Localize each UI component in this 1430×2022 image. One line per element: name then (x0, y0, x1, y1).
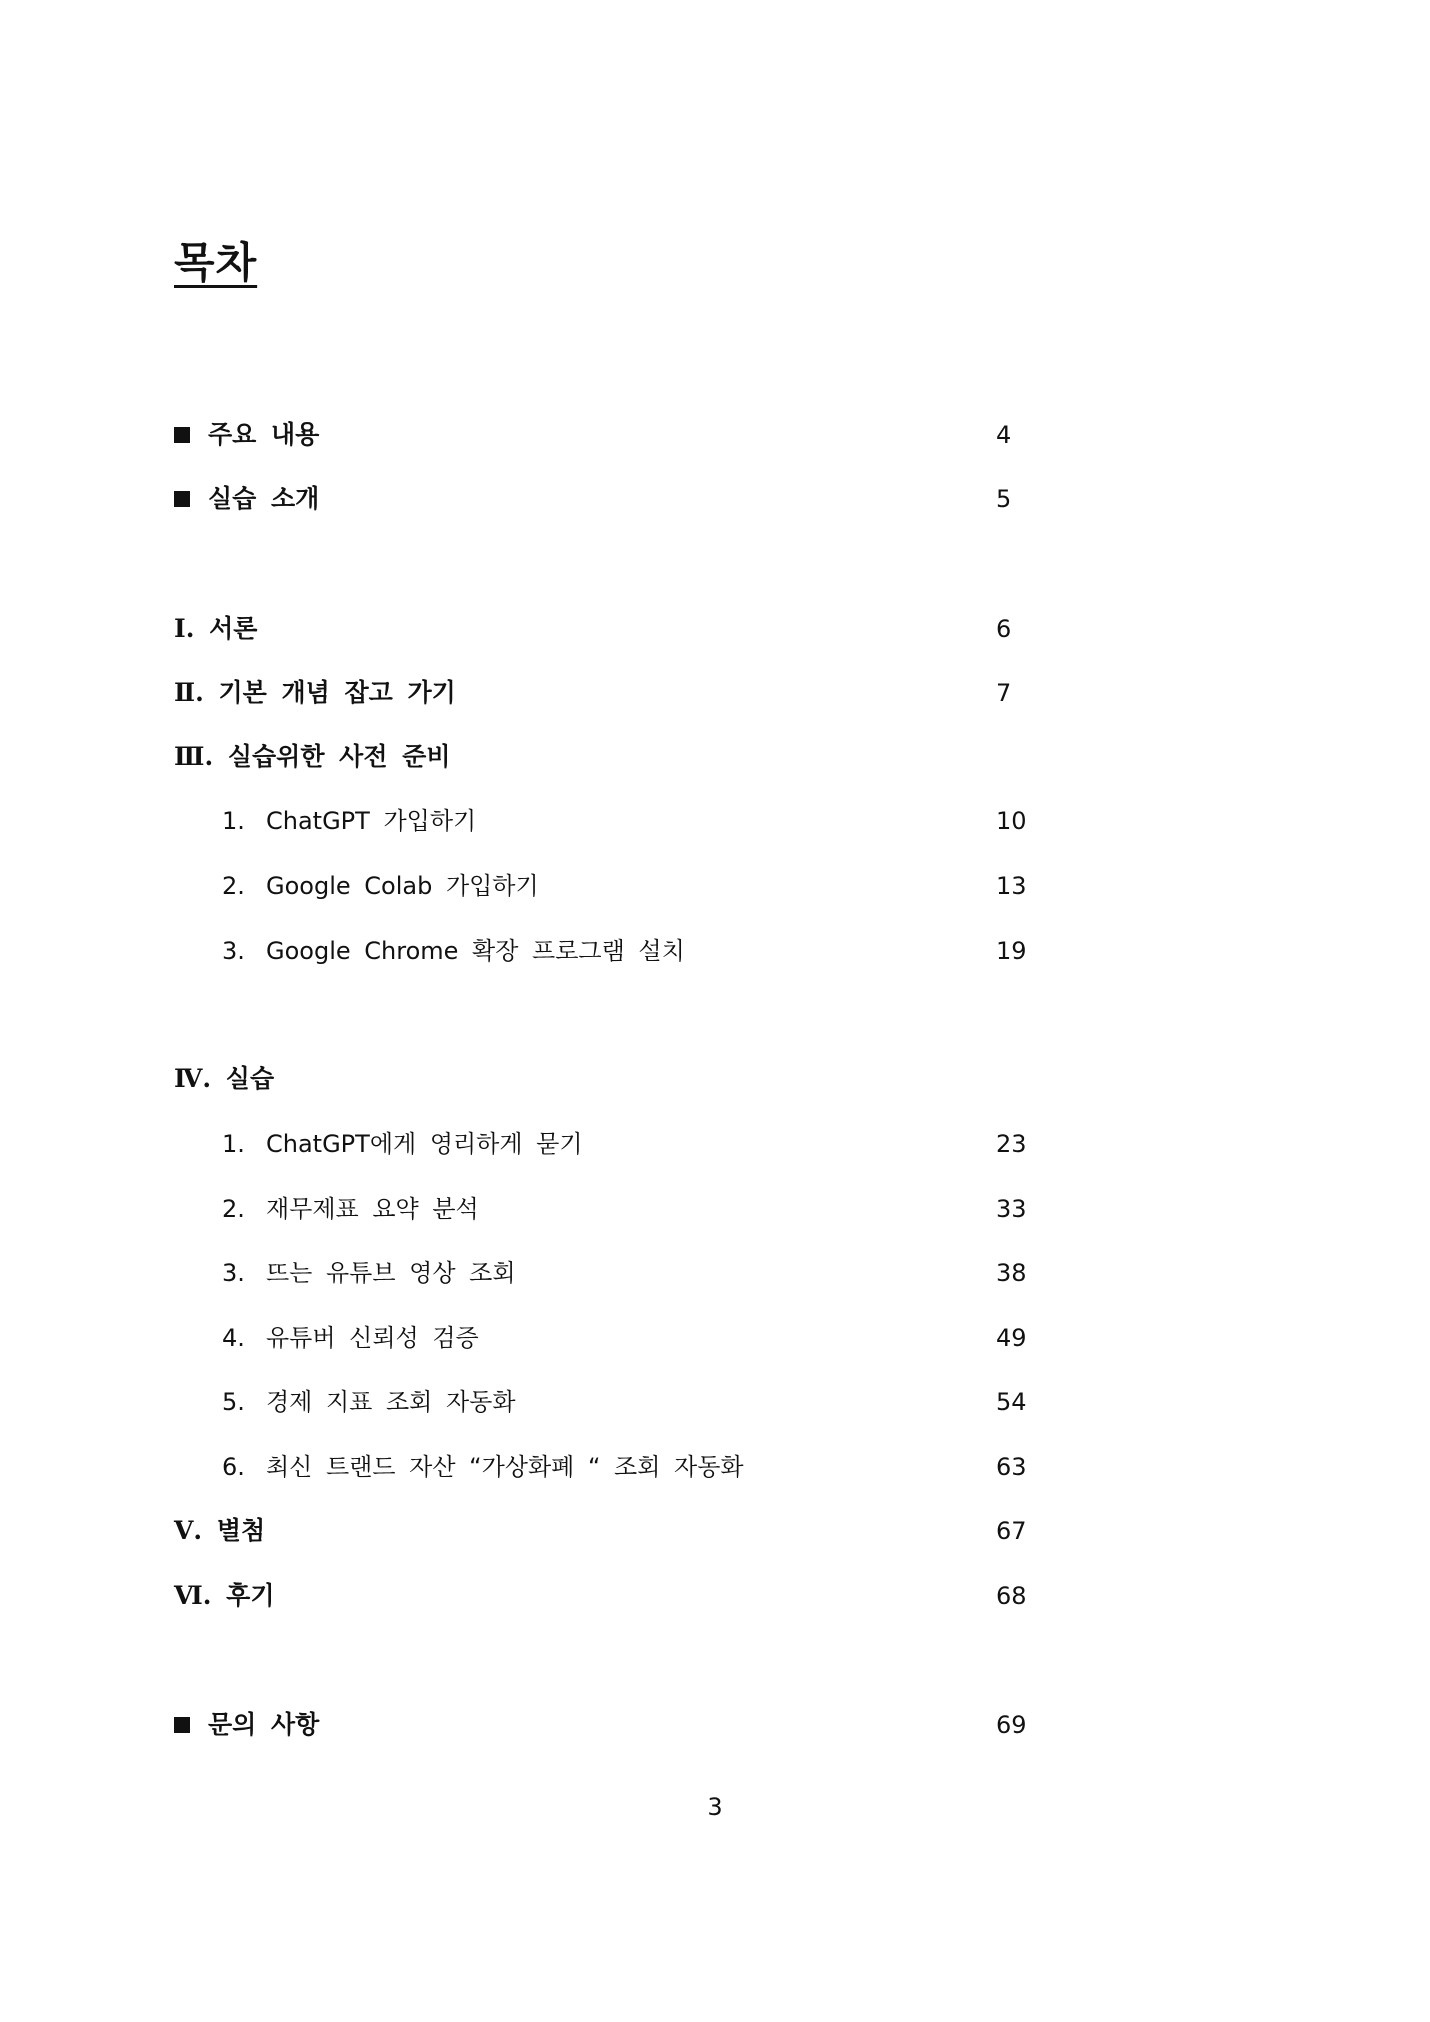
page-title: 목차 (174, 238, 258, 287)
toc-entry-title: ChatGPT 가입하기 (266, 807, 477, 835)
subentry-number: 1. (222, 807, 245, 835)
toc-entry-title: 재무제표 요약 분석 (266, 1195, 479, 1223)
toc-entry-title: ChatGPT에게 영리하게 묻기 (266, 1130, 583, 1158)
toc-entry-title: 기본 개념 잡고 가기 (218, 678, 456, 707)
toc-page-number: 33 (996, 1195, 1027, 1223)
toc-entry-title: 경제 지표 조회 자동화 (266, 1388, 516, 1416)
toc-entry-title: Google Chrome 확장 프로그램 설치 (266, 937, 685, 965)
toc-page-number: 13 (996, 872, 1027, 900)
toc-entry-title: 별첨 (216, 1516, 266, 1545)
toc-entry-title: 주요 내용 (208, 420, 320, 449)
toc-subentry-youtuber-reliability[interactable] (174, 1318, 1034, 1358)
toc-page-number: 4 (996, 421, 1012, 449)
subentry-number: 2. (222, 1195, 245, 1223)
toc-entry-practice-intro[interactable] (174, 479, 1034, 519)
toc-page-number: 67 (996, 1517, 1027, 1545)
toc-entry-title: 문의 사항 (208, 1710, 320, 1739)
subentry-number: 5. (222, 1388, 245, 1416)
toc-entry-section-3[interactable] (174, 737, 1034, 777)
toc-page-number: 54 (996, 1388, 1027, 1416)
subentry-number: 6. (222, 1453, 245, 1481)
toc-subentry-economic-indicators[interactable] (174, 1382, 1034, 1422)
toc-entry-title: 실습 (225, 1064, 275, 1093)
section-numeral: Ⅵ. (174, 1581, 212, 1610)
section-numeral: Ⅴ. (174, 1516, 203, 1545)
toc-entry-section-2[interactable] (174, 673, 1034, 713)
toc-page-number: 6 (996, 615, 1012, 643)
toc-entry-title: Google Colab 가입하기 (266, 872, 539, 900)
subentry-number: 2. (222, 872, 245, 900)
toc-page-number: 10 (996, 807, 1027, 835)
section-numeral: Ⅲ. (174, 742, 214, 771)
toc-entry-title: 유튜버 신뢰성 검증 (266, 1324, 479, 1352)
toc-subentry-financial-statements[interactable] (174, 1189, 1034, 1229)
toc-entry-section-1[interactable] (174, 609, 1034, 649)
toc-page-number: 19 (996, 937, 1027, 965)
toc-entry-title: 실습 소개 (208, 484, 320, 513)
toc-subentry-trending-youtube[interactable] (174, 1253, 1034, 1293)
toc-entry-title: 뜨는 유튜브 영상 조회 (266, 1259, 516, 1287)
bullet-square-icon (174, 427, 190, 443)
toc-page-number: 5 (996, 485, 1012, 513)
toc-page-number: 63 (996, 1453, 1027, 1481)
toc-subentry-crypto-automation[interactable] (174, 1447, 1034, 1487)
page-number: 3 (707, 1793, 723, 1821)
bullet-square-icon (174, 1717, 190, 1733)
toc-entry-title: 실습위한 사전 준비 (227, 742, 451, 771)
toc-subentry-colab-signup[interactable] (174, 866, 1034, 906)
subentry-number: 3. (222, 937, 245, 965)
toc-subentry-chrome-extension[interactable] (174, 931, 1034, 971)
toc-entry-section-5[interactable] (174, 1511, 1034, 1551)
toc-entry-title: 서론 (209, 614, 258, 643)
section-numeral: Ⅱ. (174, 678, 204, 707)
subentry-number: 3. (222, 1259, 245, 1287)
toc-entry-title: 최신 트랜드 자산 “가상화폐 “ 조회 자동화 (266, 1453, 744, 1481)
section-numeral: Ⅰ. (174, 614, 195, 643)
toc-page-number: 49 (996, 1324, 1027, 1352)
subentry-number: 1. (222, 1130, 245, 1158)
toc-page-number: 38 (996, 1259, 1027, 1287)
toc-page-number: 68 (996, 1582, 1027, 1610)
toc-page-number: 69 (996, 1711, 1027, 1739)
toc-entry-inquiries[interactable] (174, 1705, 1034, 1745)
subentry-number: 4. (222, 1324, 245, 1352)
toc-entry-title: 후기 (226, 1581, 275, 1610)
toc-page-number: 23 (996, 1130, 1027, 1158)
toc-entry-section-6[interactable] (174, 1576, 1034, 1616)
section-numeral: Ⅳ. (174, 1064, 212, 1093)
toc-subentry-chatgpt-signup[interactable] (174, 801, 1034, 841)
toc-entry-main-content[interactable] (174, 415, 1034, 455)
bullet-square-icon (174, 491, 190, 507)
toc-entry-section-4[interactable] (174, 1059, 1034, 1099)
toc-subentry-ask-chatgpt[interactable] (174, 1124, 1034, 1164)
toc-page-number: 7 (996, 679, 1012, 707)
